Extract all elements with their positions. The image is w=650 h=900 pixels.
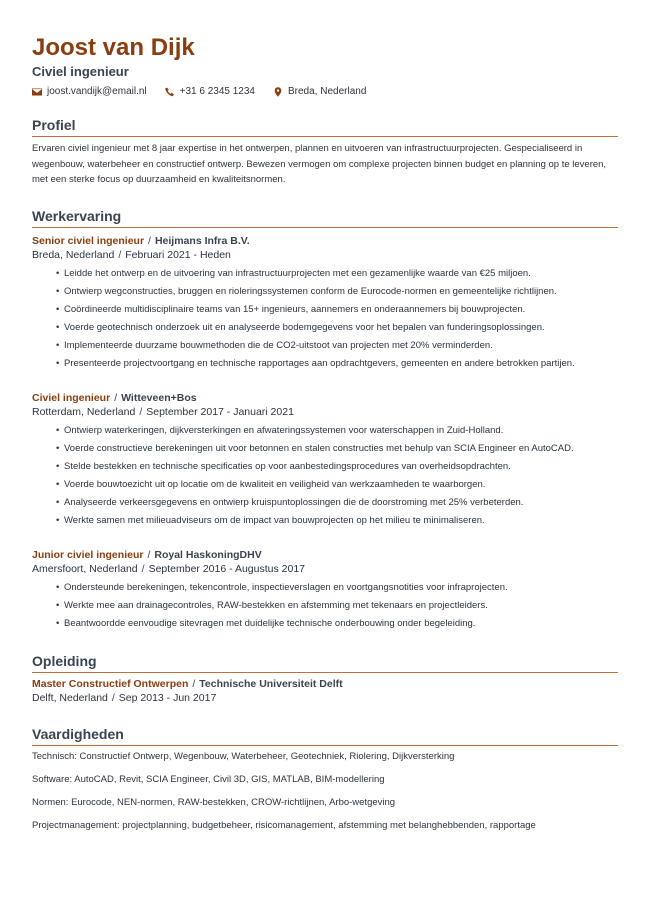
list-item: • Werkte mee aan drainagecontroles, RAW-bestekken en afstemming met tekenaars en projectleiders. (56, 597, 618, 615)
separator: / (147, 548, 151, 561)
section-heading-skills: Vaardigheden (32, 726, 618, 746)
job-role: Senior civiel ingenieur (32, 234, 145, 247)
separator: / (139, 405, 143, 418)
location-pin-icon (273, 87, 283, 97)
separator: / (141, 562, 145, 575)
candidate-name: Joost van Dijk (32, 34, 195, 61)
contact-location (273, 86, 366, 97)
contact-email[interactable] (32, 86, 147, 97)
list-item: • Voerde bouwtoezicht uit op locatie om de kwaliteit en veiligheid van werkzaamheden te waarborgen. (56, 476, 618, 494)
separator: / (148, 234, 151, 247)
job-entry (32, 548, 618, 633)
job-location: Breda, Nederland (32, 248, 115, 261)
job-location: Rotterdam, Nederland (32, 405, 136, 418)
list-item: • Beantwoordde eenvoudige sitevragen met duidelijke technische onderbouwing onder begeleiding. (56, 615, 618, 633)
skill-line-software: Software: AutoCAD, Revit, SCIA Engineer, Civil 3D, GIS, MATLAB, BIM-modellering (32, 773, 385, 785)
separator: / (192, 677, 196, 690)
job-entry (32, 234, 618, 373)
job-entry (32, 391, 618, 530)
job-location: Amersfoort, Nederland (32, 562, 138, 575)
skill-line-project-management: Projectmanagement: projectplanning, budgetbeheer, risicomanagement, afstemming met belanghebbenden, rapportage (32, 819, 536, 831)
job-company: Witteveen+Bos (121, 391, 197, 404)
list-item: • Analyseerde verkeersgegevens en ontwierp kruispuntoplossingen die de doorstroming met 25% verbeterden. (56, 494, 618, 512)
list-item: • Voerde constructieve berekeningen uit voor betonnen en stalen constructies met behulp van SCIA Engineer en AutoCAD. (56, 440, 618, 458)
job-title: Civiel ingenieur (32, 64, 129, 79)
section-heading-education: Opleiding (32, 653, 618, 673)
list-item: • Ontwierp waterkeringen, dijkversterkingen en afwateringssystemen voor waterschappen in Zuid-Holland. (56, 422, 618, 440)
list-item: • Implementeerde duurzame bouwmethoden die de CO2-uitstoot van projecten met 20% verminderden. (56, 337, 618, 355)
section-heading-experience: Werkervaring (32, 208, 618, 228)
separator: / (111, 691, 115, 704)
separator: / (114, 391, 118, 404)
job-role: Civiel ingenieur (32, 391, 111, 404)
profile-section (32, 117, 618, 188)
job-bullets (32, 422, 618, 530)
separator: / (118, 248, 122, 261)
skill-line-technical: Technisch: Constructief Ontwerp, Wegenbouw, Waterbeheer, Geotechniek, Riolering, Dijkversterking (32, 750, 455, 762)
list-item: • Werkte samen met milieuadviseurs om de impact van bouwprojecten op het milieu te minimaliseren. (56, 512, 618, 530)
list-item: • Ontwierp wegconstructies, bruggen en rioleringssystemen conform de Eurocode-normen en gemeentelijke richtlijnen. (56, 283, 618, 301)
list-item: • Presenteerde projectvoortgang en technische rapportages aan opdrachtgevers, gemeenten en andere betrokken partijen. (56, 355, 618, 373)
job-company: Royal HaskoningDHV (154, 548, 262, 561)
skill-line-standards: Normen: Eurocode, NEN-normen, RAW-bestekken, CROW-richtlijnen, Arbo-wetgeving (32, 796, 396, 808)
email-text: joost.vandijk@email.nl (47, 86, 147, 97)
education-school: Technische Universiteit Delft (199, 677, 343, 690)
contact-phone[interactable] (165, 86, 255, 97)
contact-bar (32, 86, 618, 97)
phone-icon (165, 87, 175, 97)
job-period: Februari 2021 - Heden (125, 248, 231, 261)
job-period: September 2016 - Augustus 2017 (148, 562, 306, 575)
education-degree: Master Constructief Ontwerpen (32, 677, 189, 690)
experience-section (32, 208, 618, 633)
job-role: Junior civiel ingenieur (32, 548, 144, 561)
skills-section (32, 726, 618, 833)
job-company: Heijmans Infra B.V. (154, 234, 250, 247)
section-heading-profile: Profiel (32, 117, 618, 137)
list-item: • Ondersteunde berekeningen, tekencontrole, inspectieverslagen en voortgangsnotities voor infraprojecten. (56, 579, 618, 597)
list-item: • Leidde het ontwerp en de uitvoering van infrastructuurprojecten met een gezamenlijke waarde van €25 miljoen. (56, 265, 618, 283)
list-item: • Coördineerde multidisciplinaire teams van 15+ ingenieurs, aannemers en onderaannemers bij bouwprojecten. (56, 301, 618, 319)
job-period: September 2017 - Januari 2021 (146, 405, 294, 418)
job-bullets (32, 579, 618, 633)
list-item: • Voerde geotechnisch onderzoek uit en analyseerde bodemgegevens voor het bepalen van funderingsoplossingen. (56, 319, 618, 337)
job-bullets (32, 265, 618, 373)
education-location: Delft, Nederland (32, 691, 108, 704)
mail-icon (32, 87, 42, 97)
location-text: Breda, Nederland (288, 86, 367, 97)
education-section (32, 653, 618, 706)
education-period: Sep 2013 - Jun 2017 (118, 691, 217, 704)
phone-text: +31 6 2345 1234 (179, 86, 255, 97)
profile-summary: Ervaren civiel ingenieur met 8 jaar expertise in het ontwerpen, plannen en uitvoeren van infrastructuurprojecten. Gespecialiseerd in wegenbouw, waterbeheer en constructief ontwerp. Bewezen vermogen om complexe projecten binnen budget en planning op te leveren, met een sterke focus op duurzaamheid en kwaliteitsnormen. (32, 143, 607, 185)
list-item: • Stelde bestekken en technische specificaties op voor aanbestedingsprocedures van overheidsopdrachten. (56, 458, 618, 476)
